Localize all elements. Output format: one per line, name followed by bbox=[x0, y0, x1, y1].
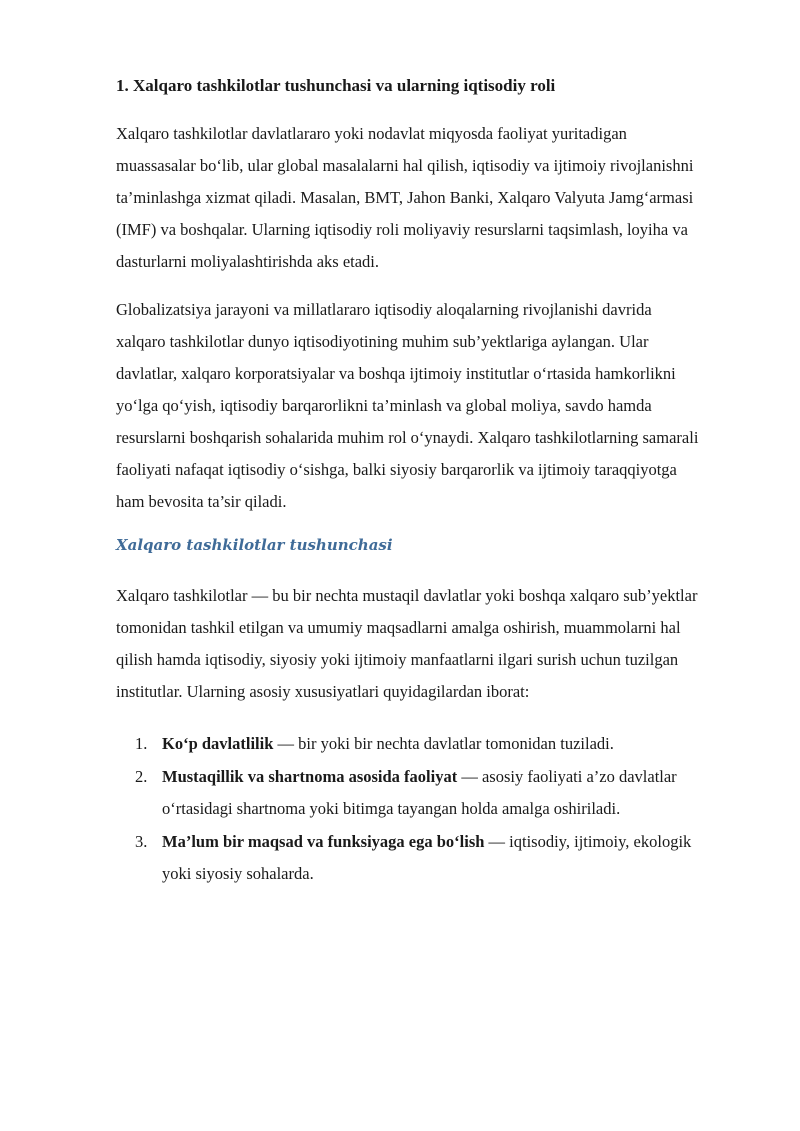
features-list bbox=[116, 728, 704, 890]
section-heading: 1. Xalqaro tashkilotlar tushunchasi va ularning iqtisodiy roli bbox=[116, 76, 556, 95]
list-item-text: — asosiy faoliyati a’zo davlatlar o‘rtasidagi shartnoma yoki bitimga tayangan holda amalga oshiriladi. bbox=[162, 767, 677, 818]
subsection-heading: Xalqaro tashkilotlar tushunchasi bbox=[116, 536, 393, 554]
list-item-term: Ko‘p davlatlilik bbox=[162, 734, 274, 753]
list-item bbox=[116, 728, 704, 760]
list-item-number: 3. bbox=[135, 832, 148, 851]
list-item-term: Mustaqillik va shartnoma asosida faoliyat bbox=[162, 767, 458, 786]
paragraph-definition: Xalqaro tashkilotlar — bu bir nechta mustaqil davlatlar yoki boshqa xalqaro sub’yektlar tomonidan tashkil etilgan va umumiy maqsadlarni amalga oshirish, muammolarni hal qilish hamda iqtisodiy, siyosiy yoki ijtimoiy manfaatlarni ilgari surish uchun tuzilgan institutlar. Ularning asosiy xususiyatlari quyidagilardan iborat: bbox=[116, 586, 698, 701]
list-item-number: 1. bbox=[135, 734, 148, 753]
list-item-text: — iqtisodiy, ijtimoiy, ekologik yoki siyosiy sohalarda. bbox=[162, 832, 692, 883]
list-item-number: 2. bbox=[135, 767, 148, 786]
list-item bbox=[116, 826, 704, 890]
list-item-term: Ma’lum bir maqsad va funksiyaga ega bo‘lish bbox=[162, 832, 485, 851]
paragraph-globalization: Globalizatsiya jarayoni va millatlararo iqtisodiy aloqalarning rivojlanishi davrida xalqaro tashkilotlar dunyo iqtisodiyotining muhim sub’yektlariga aylangan. Ular davlatlar, xalqaro korporatsiyalar va boshqa ijtimoiy institutlar o‘rtasida hamkorlikni yo‘lga qo‘yish, iqtisodiy barqarorlikni ta’minlash va global moliya, savdo hamda resurslarni boshqarish sohalarida muhim rol o‘ynaydi. Xalqaro tashkilotlarning samarali faoliyati nafaqat iqtisodiy o‘sishga, balki siyosiy barqarorlik va ijtimoiy taraqqiyotga ham bevosita ta’sir qiladi. bbox=[116, 300, 699, 511]
list-item bbox=[116, 761, 704, 825]
paragraph-intro: Xalqaro tashkilotlar davlatlararo yoki nodavlat miqyosda faoliyat yuritadigan muassasalar bo‘lib, ular global masalalarni hal qilish, iqtisodiy va ijtimoiy rivojlanishni ta’minlashga xizmat qiladi. Masalan, BMT, Jahon Banki, Xalqaro Valyuta Jamg‘armasi (IMF) va boshqalar. Ularning iqtisodiy roli moliyaviy resurslarni taqsimlash, loyiha va dasturlarni moliyalashtirishda aks etadi. bbox=[116, 124, 694, 271]
list-item-text: — bir yoki bir nechta davlatlar tomonidan tuziladi. bbox=[273, 734, 614, 753]
